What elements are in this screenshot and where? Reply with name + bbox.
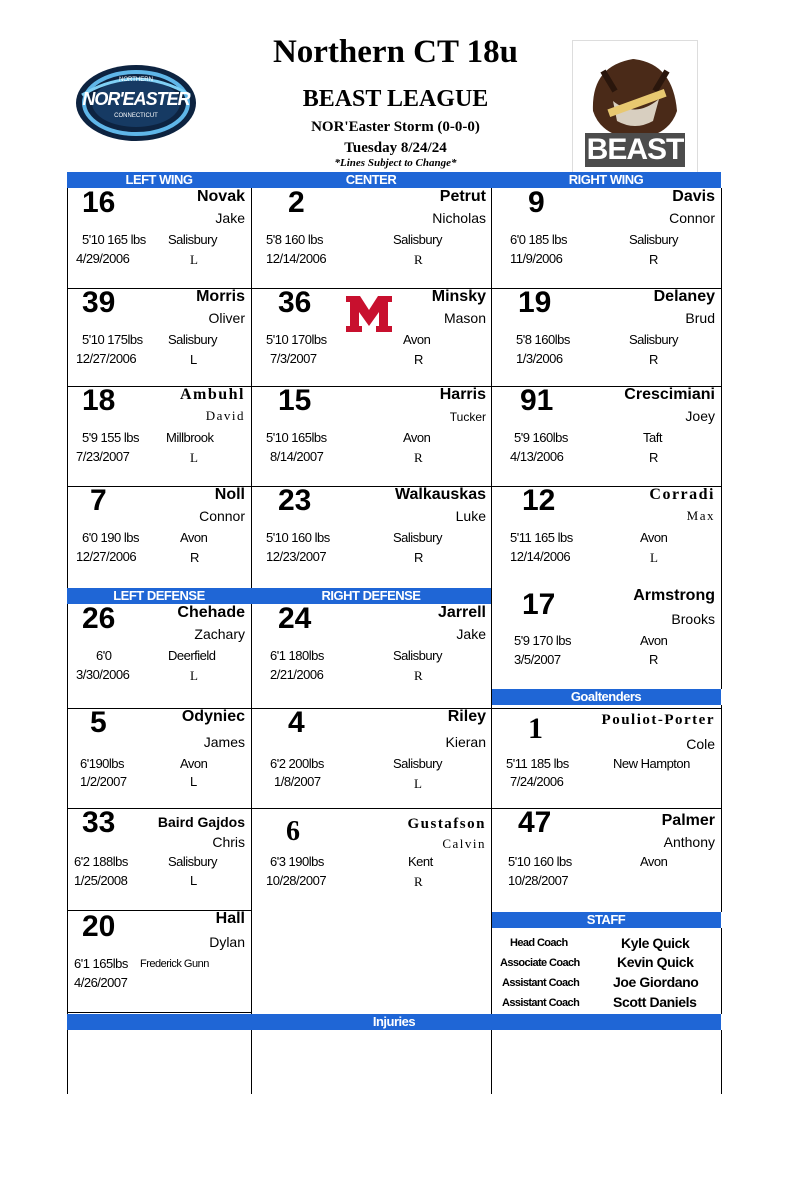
height-weight: 6'190lbs xyxy=(80,756,125,771)
jersey-number: 18 xyxy=(82,384,116,417)
last-name: Noll xyxy=(214,486,245,503)
last-name: Armstrong xyxy=(633,587,715,604)
birth-date: 1/3/2006 xyxy=(516,351,563,366)
shoots: L xyxy=(190,873,198,888)
height-weight: 5'10 170lbs xyxy=(266,332,327,347)
birth-date: 4/13/2006 xyxy=(510,449,564,464)
school: Salisbury xyxy=(168,232,217,247)
school: Salisbury xyxy=(393,232,442,247)
player-card xyxy=(252,708,492,805)
miami-m-logo-icon xyxy=(346,296,392,332)
jersey-number: 19 xyxy=(518,286,552,319)
jersey-number: 26 xyxy=(82,602,116,635)
first-name: Cole xyxy=(686,736,715,752)
school: Avon xyxy=(640,633,668,648)
birth-date: 4/26/2007 xyxy=(74,975,128,990)
grid-line xyxy=(721,928,722,1014)
staff-role: Assistant Coach xyxy=(502,997,580,1009)
shoots: R xyxy=(414,668,423,683)
forwards-header-bar xyxy=(67,172,721,188)
staff-role: Associate Coach xyxy=(500,957,580,969)
first-name: Chris xyxy=(212,834,245,850)
first-name: Jake xyxy=(215,210,245,226)
first-name: Oliver xyxy=(208,310,245,326)
player-card xyxy=(492,588,721,685)
birth-date: 12/23/2007 xyxy=(266,549,327,564)
first-name: Luke xyxy=(455,508,486,524)
first-name: Dylan xyxy=(209,934,245,950)
school: Salisbury xyxy=(168,854,217,869)
grid-line xyxy=(251,1030,252,1094)
birth-date: 12/27/2006 xyxy=(76,549,137,564)
jersey-number: 17 xyxy=(522,588,556,621)
left-wing-heading: LEFT WING xyxy=(125,172,193,187)
logo-top-text: NORTHERN xyxy=(119,77,153,83)
grid-line xyxy=(491,1030,492,1094)
jersey-number: 12 xyxy=(522,484,556,517)
staff-header-bar: STAFF xyxy=(491,912,721,928)
height-weight: 6'0 xyxy=(96,648,112,663)
first-name: Nicholas xyxy=(432,210,486,226)
birth-date: 2/21/2006 xyxy=(270,667,324,682)
height-weight: 5'10 165lbs xyxy=(266,430,327,445)
last-name: Palmer xyxy=(661,812,715,829)
last-name: Novak xyxy=(196,188,245,205)
birth-date: 12/27/2006 xyxy=(76,351,137,366)
shoots: L xyxy=(190,352,198,367)
height-weight: 5'9 170 lbs xyxy=(514,633,571,648)
jersey-number: 15 xyxy=(278,384,312,417)
last-name: Jarrell xyxy=(437,604,486,621)
school: Salisbury xyxy=(393,530,442,545)
first-name: Brud xyxy=(685,310,715,326)
height-weight: 6'3 190lbs xyxy=(270,854,324,869)
staff-role: Assistant Coach xyxy=(502,977,580,989)
height-weight: 6'2 200lbs xyxy=(270,756,324,771)
first-name: Anthony xyxy=(663,834,715,850)
player-card xyxy=(252,604,492,701)
height-weight: 5'9 155 lbs xyxy=(82,430,139,445)
shoots: L xyxy=(190,774,198,789)
first-name: Calvin xyxy=(442,836,486,851)
school: Salisbury xyxy=(393,756,442,771)
player-card xyxy=(68,386,251,483)
school: Avon xyxy=(403,430,431,445)
game-date: Tuesday 8/24/24 xyxy=(344,140,447,156)
player-card xyxy=(252,486,492,583)
first-name: Kieran xyxy=(445,734,486,750)
last-name: Baird Gajdos xyxy=(157,814,245,830)
first-name: Zachary xyxy=(194,626,245,642)
height-weight: 6'1 180lbs xyxy=(270,648,324,663)
height-weight: 6'0 190 lbs xyxy=(82,530,139,545)
first-name: Mason xyxy=(443,310,486,326)
last-name: Minsky xyxy=(431,288,486,305)
height-weight: 6'1 165lbs xyxy=(74,956,128,971)
height-weight: 5'10 165 lbs xyxy=(82,232,146,247)
school: Salisbury xyxy=(168,332,217,347)
last-name: Chehade xyxy=(177,604,245,621)
logo-main-text: NOR'EASTER xyxy=(82,89,190,109)
school: New Hampton xyxy=(613,756,690,771)
player-card xyxy=(252,808,492,905)
right-wing-heading: RIGHT WING xyxy=(568,172,644,187)
jersey-number: 47 xyxy=(518,806,552,839)
shoots: L xyxy=(414,776,422,791)
birth-date: 7/23/2007 xyxy=(76,449,130,464)
school: Frederick Gunn xyxy=(140,958,209,970)
player-card xyxy=(492,288,721,385)
player-card xyxy=(252,188,492,285)
jersey-number: 16 xyxy=(82,186,116,219)
last-name: Gustafson xyxy=(407,816,486,832)
last-name: Ambuhl xyxy=(179,386,245,403)
beast-logo-text: BEAST xyxy=(586,133,684,166)
birth-date: 4/29/2006 xyxy=(76,251,130,266)
birth-date: 7/3/2007 xyxy=(270,351,317,366)
school: Avon xyxy=(180,530,208,545)
goalie-card xyxy=(492,808,721,905)
grid-line xyxy=(721,188,722,588)
jersey-number: 9 xyxy=(528,186,545,219)
grid-line xyxy=(67,1012,251,1013)
shoots: L xyxy=(650,550,658,565)
player-card xyxy=(68,604,251,701)
last-name: Delaney xyxy=(653,288,715,305)
height-weight: 6'2 188lbs xyxy=(74,854,128,869)
grid-line xyxy=(721,588,722,689)
first-name: Joey xyxy=(685,408,715,424)
birth-date: 10/28/2007 xyxy=(508,873,569,888)
first-name: Connor xyxy=(199,508,245,524)
shoots: R xyxy=(414,874,423,889)
school: Salisbury xyxy=(629,332,678,347)
school: Avon xyxy=(180,756,208,771)
player-card xyxy=(252,386,492,483)
lines-note: *Lines Subject to Change* xyxy=(334,157,457,169)
jersey-number: 4 xyxy=(288,706,305,739)
jersey-number: 39 xyxy=(82,286,116,319)
school: Deerfield xyxy=(168,648,216,663)
first-name: Connor xyxy=(669,210,715,226)
team-record: NOR'Easter Storm (0-0-0) xyxy=(311,119,480,135)
height-weight: 5'10 175lbs xyxy=(82,332,143,347)
height-weight: 5'8 160lbs xyxy=(516,332,570,347)
last-name: Walkauskas xyxy=(394,486,486,503)
shoots: R xyxy=(649,352,659,367)
player-card xyxy=(68,808,251,905)
jersey-number: 36 xyxy=(278,286,312,319)
shoots: L xyxy=(190,252,198,267)
staff-role: Head Coach xyxy=(510,937,568,949)
shoots: R xyxy=(414,252,423,267)
height-weight: 5'9 160lbs xyxy=(514,430,568,445)
player-card xyxy=(252,288,492,385)
birth-date: 11/9/2006 xyxy=(510,251,563,266)
school: Avon xyxy=(640,854,668,869)
player-card xyxy=(68,708,251,805)
jersey-number: 20 xyxy=(82,910,116,943)
player-card xyxy=(492,188,721,285)
birth-date: 1/2/2007 xyxy=(80,774,127,789)
last-name: Riley xyxy=(447,708,486,725)
noreaster-logo xyxy=(72,43,200,169)
staff-name: Kyle Quick xyxy=(621,935,690,951)
staff-name: Joe Giordano xyxy=(613,974,699,990)
goalie-card xyxy=(492,708,721,805)
logo-bottom-text: CONNECTICUT xyxy=(114,113,158,119)
birth-date: 10/28/2007 xyxy=(266,873,327,888)
birth-date: 12/14/2006 xyxy=(510,549,571,564)
first-name: James xyxy=(203,734,245,750)
birth-date: 3/30/2006 xyxy=(76,667,130,682)
school: Avon xyxy=(640,530,668,545)
player-card xyxy=(492,486,721,583)
grid-line xyxy=(67,1030,68,1094)
player-card xyxy=(68,188,251,285)
last-name: Petrut xyxy=(439,188,486,205)
school: Taft xyxy=(643,430,662,445)
height-weight: 6'0 185 lbs xyxy=(510,232,567,247)
last-name: Odyniec xyxy=(181,708,245,725)
center-heading: CENTER xyxy=(345,172,397,187)
jersey-number: 6 xyxy=(286,816,300,847)
shoots: L xyxy=(190,450,198,465)
shoots: R xyxy=(414,550,424,565)
school: Salisbury xyxy=(629,232,678,247)
jersey-number: 1 xyxy=(528,712,543,745)
jersey-number: 91 xyxy=(520,384,554,417)
last-name: Harris xyxy=(439,386,486,403)
player-card xyxy=(68,910,251,1007)
left-defense-heading: LEFT DEFENSE xyxy=(113,588,205,603)
jersey-number: 33 xyxy=(82,806,116,839)
birth-date: 3/5/2007 xyxy=(514,652,561,667)
jersey-number: 2 xyxy=(288,186,305,219)
grid-line xyxy=(721,1030,722,1094)
first-name: David xyxy=(205,408,245,423)
league-title: BEAST LEAGUE xyxy=(302,86,489,112)
shoots: R xyxy=(649,252,659,267)
last-name: Corradi xyxy=(649,486,715,503)
shoots: L xyxy=(190,668,198,683)
school: Millbrook xyxy=(166,430,214,445)
first-name: Max xyxy=(686,508,715,523)
injuries-header-bar: Injuries xyxy=(67,1014,721,1030)
school: Salisbury xyxy=(393,648,442,663)
first-name: Brooks xyxy=(671,611,715,627)
last-name: Pouliot-Porter xyxy=(601,712,715,728)
birth-date: 8/14/2007 xyxy=(270,449,324,464)
first-name: Jake xyxy=(456,626,486,642)
birth-date: 1/8/2007 xyxy=(274,774,321,789)
birth-date: 1/25/2008 xyxy=(74,873,128,888)
staff-name: Kevin Quick xyxy=(617,954,694,970)
shoots: R xyxy=(190,550,200,565)
first-name: Tucker xyxy=(449,410,486,424)
shoots: R xyxy=(414,352,424,367)
last-name: Morris xyxy=(196,288,245,305)
staff-list xyxy=(492,928,721,1014)
jersey-number: 7 xyxy=(90,484,107,517)
shoots: R xyxy=(649,450,659,465)
player-card xyxy=(492,386,721,483)
height-weight: 5'10 160 lbs xyxy=(508,854,572,869)
height-weight: 5'11 185 lbs xyxy=(506,756,569,771)
last-name: Davis xyxy=(672,188,715,205)
height-weight: 5'10 160 lbs xyxy=(266,530,330,545)
jersey-number: 5 xyxy=(90,706,107,739)
shoots: R xyxy=(414,450,423,465)
shoots: R xyxy=(649,652,659,667)
school: Avon xyxy=(403,332,431,347)
birth-date: 12/14/2006 xyxy=(266,251,327,266)
last-name: Crescimiani xyxy=(624,386,715,403)
staff-name: Scott Daniels xyxy=(613,994,697,1010)
beast-logo xyxy=(572,40,698,173)
height-weight: 5'11 165 lbs xyxy=(510,530,573,545)
player-card xyxy=(68,486,251,583)
height-weight: 5'8 160 lbs xyxy=(266,232,323,247)
player-card xyxy=(68,288,251,385)
goaltenders-header-bar: Goaltenders xyxy=(491,689,721,705)
right-defense-heading: RIGHT DEFENSE xyxy=(321,588,421,603)
school: Kent xyxy=(408,854,433,869)
last-name: Hall xyxy=(215,910,245,927)
jersey-number: 24 xyxy=(278,602,312,635)
birth-date: 7/24/2006 xyxy=(510,774,564,789)
page-title: Northern CT 18u xyxy=(272,34,519,70)
jersey-number: 23 xyxy=(278,484,312,517)
